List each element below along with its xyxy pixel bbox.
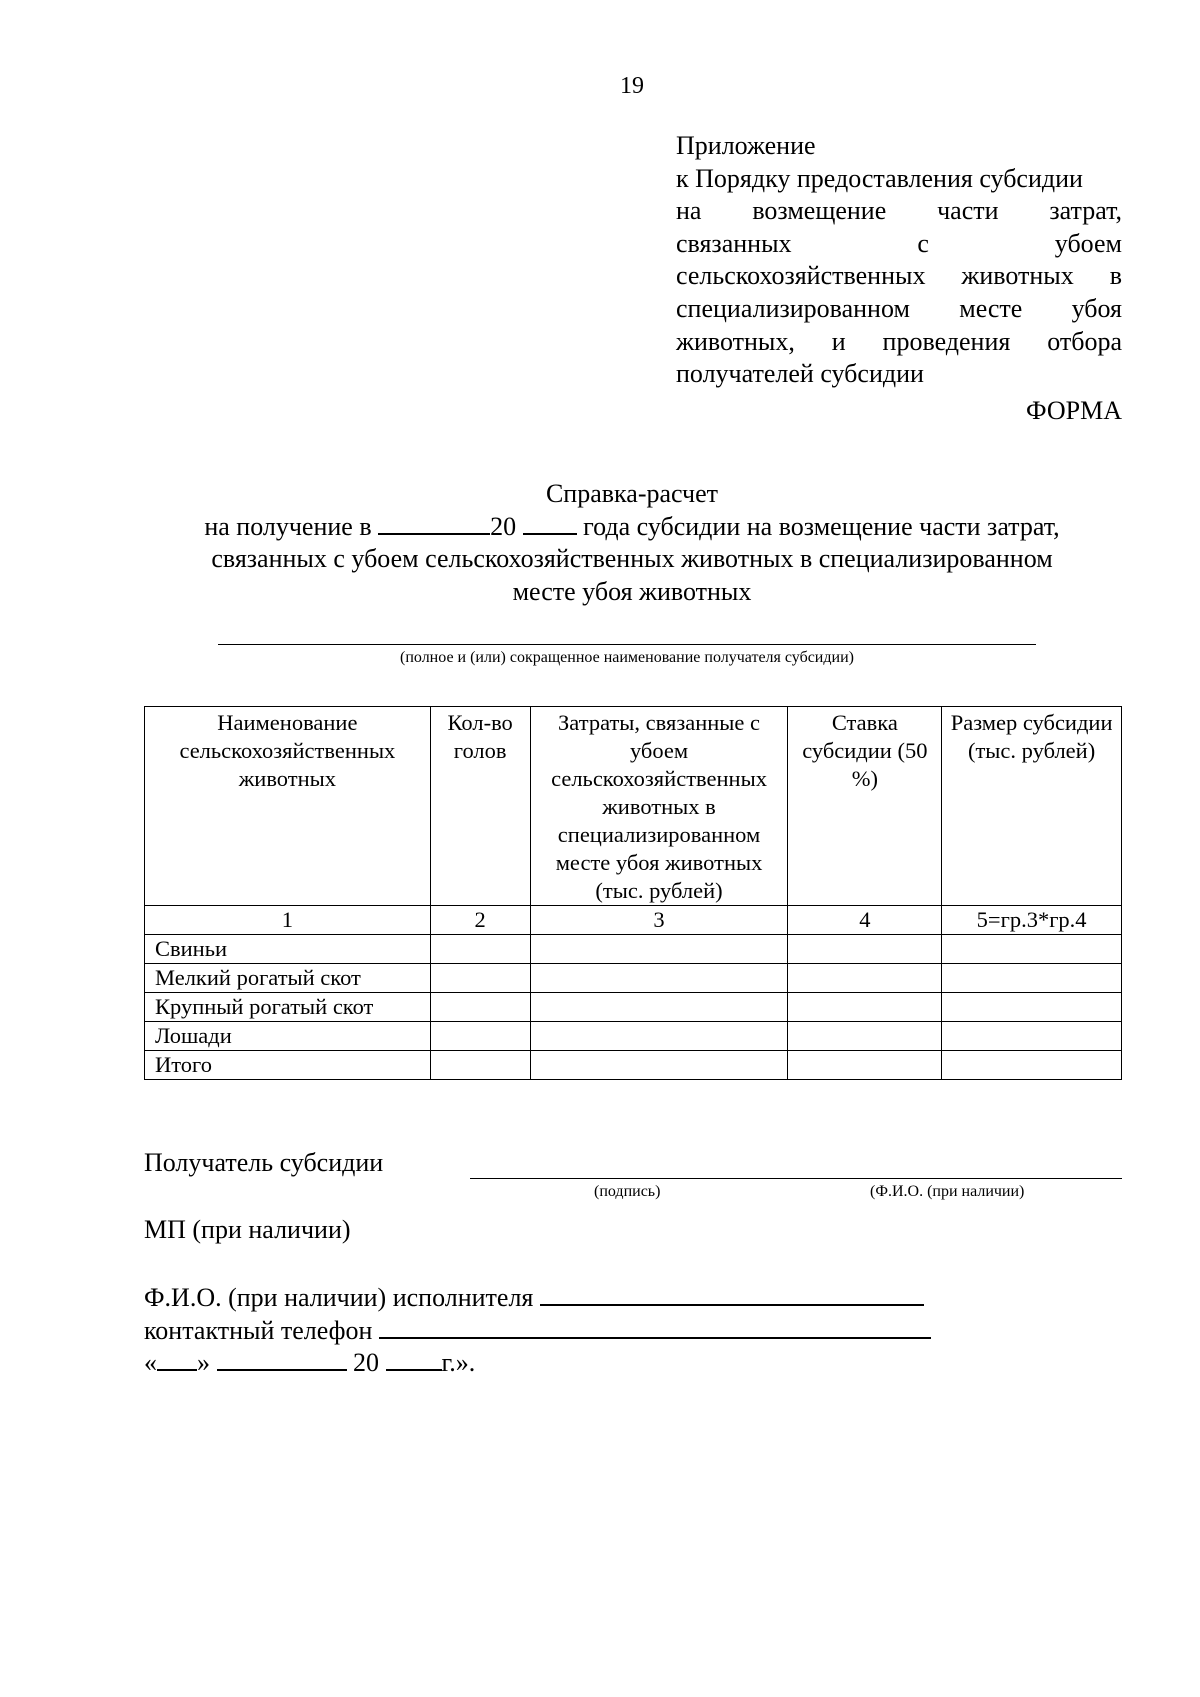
- stamp-label: МП (при наличии): [144, 1215, 351, 1244]
- recipient-name-line[interactable]: [218, 644, 1036, 645]
- column-header: Ставка субсидии (50 %): [788, 707, 942, 906]
- costs-cell[interactable]: [530, 964, 788, 993]
- heads-count-cell[interactable]: [430, 935, 530, 964]
- costs-cell[interactable]: [530, 1022, 788, 1051]
- day-blank[interactable]: [157, 1347, 197, 1371]
- table-row: [145, 935, 1122, 964]
- month-blank[interactable]: [217, 1347, 347, 1371]
- recipient-name-caption: (полное и (или) сокращенное наименование получателя субсидии): [400, 649, 854, 666]
- column-header: Затраты, связанные с убоем сельскохозяйственных животных в специализированном месте убоя животных (тыс. рублей): [530, 707, 788, 906]
- heading-line-2: связанных с убоем сельскохозяйственных животных в специализированном: [211, 544, 1053, 573]
- appendix-line: получателей субсидии: [676, 359, 924, 389]
- rate-cell[interactable]: [788, 1051, 942, 1080]
- month-blank[interactable]: [378, 511, 490, 535]
- date-quote-open: «: [144, 1348, 157, 1377]
- costs-cell[interactable]: [530, 1051, 788, 1080]
- heading-line-3: месте убоя животных: [512, 576, 752, 606]
- animal-type-cell: Мелкий рогатый скот: [145, 964, 431, 993]
- column-number: 2: [430, 906, 530, 935]
- appendix-title: Приложение: [676, 131, 816, 160]
- column-number: 5=гр.3*гр.4: [942, 906, 1122, 935]
- column-number: 1: [145, 906, 431, 935]
- animal-type-cell: Лошади: [145, 1022, 431, 1051]
- year-prefix: 20: [490, 511, 517, 541]
- signature-line[interactable]: [470, 1178, 1122, 1179]
- year-blank[interactable]: [386, 1347, 442, 1371]
- heading-line-1: [150, 511, 1114, 544]
- subsidy-amount-cell[interactable]: [942, 993, 1122, 1022]
- name-caption: (Ф.И.О. (при наличии): [870, 1183, 1025, 1200]
- costs-cell[interactable]: [530, 935, 788, 964]
- heading-title: Справка-расчет: [545, 479, 719, 508]
- table-row: [145, 993, 1122, 1022]
- date-quote-close: »: [197, 1348, 210, 1377]
- date-suffix: г.».: [441, 1348, 476, 1377]
- heading-text: на получение в: [204, 511, 372, 541]
- executor-phone-blank[interactable]: [379, 1315, 931, 1339]
- column-header: Наименование сельскохозяйственных животных: [145, 707, 431, 906]
- heads-count-cell[interactable]: [430, 1022, 530, 1051]
- rate-cell[interactable]: [788, 993, 942, 1022]
- date-line: [144, 1347, 931, 1380]
- animal-type-cell: Крупный рогатый скот: [145, 993, 431, 1022]
- subsidy-amount-cell[interactable]: [942, 935, 1122, 964]
- heads-count-cell[interactable]: [430, 1051, 530, 1080]
- document-heading: [150, 478, 1114, 608]
- year-blank[interactable]: [523, 511, 577, 535]
- executor-name-label: Ф.И.О. (при наличии) исполнителя: [144, 1283, 534, 1312]
- heads-count-cell[interactable]: [430, 964, 530, 993]
- subsidy-amount-cell[interactable]: [942, 964, 1122, 993]
- recipient-signature-label: Получатель субсидии: [144, 1148, 384, 1177]
- table-row: [145, 964, 1122, 993]
- column-header: Размер субсидии (тыс. рублей): [942, 707, 1122, 906]
- executor-block: [144, 1282, 931, 1380]
- table-total-row: [145, 1051, 1122, 1080]
- heads-count-cell[interactable]: [430, 993, 530, 1022]
- total-label-cell: Итого: [145, 1051, 431, 1080]
- calculation-table: [144, 706, 1122, 1080]
- date-year-prefix: 20: [353, 1348, 379, 1377]
- rate-cell[interactable]: [788, 1022, 942, 1051]
- appendix-line: на возмещение части затрат,: [676, 196, 1122, 226]
- animal-type-cell: Свиньи: [145, 935, 431, 964]
- subsidy-amount-cell[interactable]: [942, 1022, 1122, 1051]
- page-number: 19: [620, 73, 644, 99]
- executor-phone-label: контактный телефон: [144, 1315, 373, 1345]
- appendix-line: к Порядку предоставления субсидии: [676, 163, 1083, 193]
- table-header-row: [145, 707, 1122, 906]
- executor-name-blank[interactable]: [540, 1282, 924, 1306]
- subsidy-amount-cell[interactable]: [942, 1051, 1122, 1080]
- rate-cell[interactable]: [788, 964, 942, 993]
- appendix-line: связанных с убоем: [676, 228, 1122, 258]
- executor-name-line: [144, 1282, 931, 1315]
- appendix-line: животных, и проведения отбора: [676, 326, 1122, 356]
- rate-cell[interactable]: [788, 935, 942, 964]
- form-mark: ФОРМА: [1026, 396, 1122, 425]
- appendix-line: специализированном месте убоя: [676, 293, 1122, 323]
- column-number: 4: [788, 906, 942, 935]
- appendix-line: сельскохозяйственных животных в: [676, 261, 1122, 291]
- costs-cell[interactable]: [530, 993, 788, 1022]
- signature-caption: (подпись): [594, 1183, 661, 1200]
- heading-text: года субсидии на возмещение части затрат,: [583, 511, 1060, 541]
- executor-phone-line: [144, 1315, 931, 1348]
- column-header: Кол-во голов: [430, 707, 530, 906]
- table-row: [145, 1022, 1122, 1051]
- column-number-row: [145, 906, 1122, 935]
- appendix-block: [676, 130, 1122, 391]
- column-number: 3: [530, 906, 788, 935]
